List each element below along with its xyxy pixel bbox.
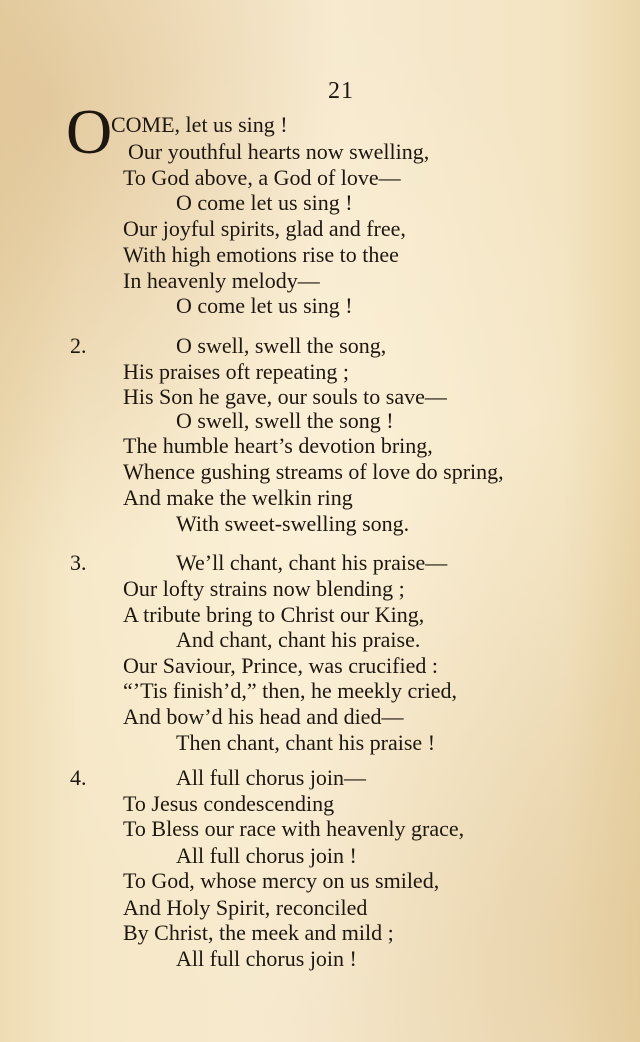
verse-4-number: 4.	[70, 765, 87, 790]
verse-1-line-1: COME, let us sing !	[111, 112, 288, 137]
verse-3-line-3: A tribute bring to Christ our King,	[123, 602, 425, 627]
verse-2-line-7: And make the welkin ring	[123, 485, 353, 510]
drop-cap: O	[66, 96, 113, 167]
verse-4-line-7: By Christ, the meek and mild ;	[123, 920, 394, 945]
verse-2-line-6: Whence gushing streams of love do spring,	[123, 459, 504, 484]
verse-1-line-2: Our youthful hearts now swelling,	[128, 139, 430, 164]
verse-4-line-5: To God, whose mercy on us smiled,	[123, 868, 440, 893]
verse-1-line-6: With high emotions rise to thee	[123, 242, 399, 267]
verse-2-number: 2.	[70, 333, 87, 358]
verse-4-line-1: All full chorus join—	[176, 765, 367, 790]
verse-3-line-5: Our Saviour, Prince, was crucified :	[123, 653, 438, 678]
verse-3-line-2: Our lofty strains now blending ;	[123, 576, 405, 601]
verse-4-line-3: To Bless our race with heavenly grace,	[123, 816, 465, 841]
verse-1-line-8: O come let us sing !	[176, 293, 353, 318]
verse-2-line-8: With sweet-swelling song.	[176, 511, 410, 536]
verse-3-line-7: And bow’d his head and died—	[123, 704, 404, 729]
verse-2-line-1: O swell, swell the song,	[176, 333, 387, 358]
verse-1-line-7: In heavenly melody—	[123, 268, 320, 293]
verse-1-line-3: To God above, a God of love—	[123, 165, 401, 190]
verse-4-line-2: To Jesus condescending	[123, 791, 335, 816]
page-number: 21	[328, 78, 354, 104]
verse-3-line-8: Then chant, chant his praise !	[176, 730, 436, 755]
verse-4-line-6: And Holy Spirit, reconciled	[123, 895, 368, 920]
verse-4-line-4: All full chorus join !	[176, 843, 357, 868]
verse-4-line-8: All full chorus join !	[176, 946, 357, 971]
verse-3-line-1: We’ll chant, chant his praise—	[176, 550, 448, 575]
verse-3-number: 3.	[70, 550, 87, 575]
verse-1-line-4: O come let us sing !	[176, 190, 353, 215]
verse-1-line-5: Our joyful spirits, glad and free,	[123, 216, 406, 241]
verse-3-line-4: And chant, chant his praise.	[176, 627, 421, 652]
verse-2-line-5: The humble heart’s devotion bring,	[123, 433, 433, 458]
verse-3-line-6: “’Tis finish’d,” then, he meekly cried,	[123, 678, 457, 703]
verse-2-line-4: O swell, swell the song !	[176, 408, 394, 433]
verse-2-line-2: His praises oft repeating ;	[123, 359, 350, 384]
verse-2-line-3: His Son he gave, our souls to save—	[123, 384, 447, 409]
